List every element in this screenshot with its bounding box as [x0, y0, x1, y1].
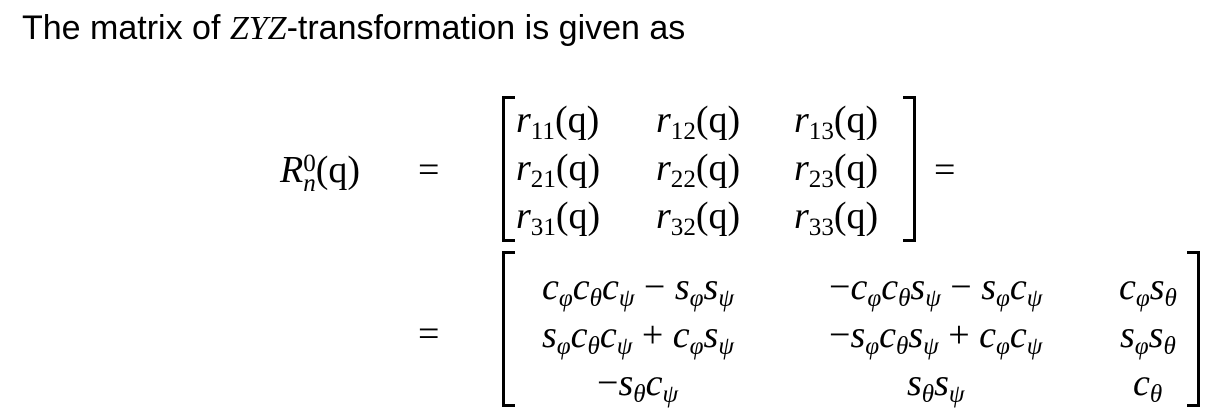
- equals-sign-2: =: [934, 149, 956, 191]
- zyz-matrix-entry: $-s_\varphi c_\theta s_\psi + c_\varphi c_\psi$: [829, 314, 1043, 361]
- zyz-matrix-row: [502, 311, 1200, 359]
- r-matrix-entry: $r_{11}(q)$: [516, 99, 600, 146]
- r-matrix-entry: $r_{22}(q)$: [656, 147, 741, 194]
- r-matrix-entry: $r_{31}(q)$: [516, 195, 601, 242]
- r-matrix: [502, 96, 916, 242]
- intro-math-zyz: ZYZ: [229, 10, 287, 47]
- r-matrix-entry: $r_{21}(q)$: [516, 147, 601, 194]
- zyz-matrix-entry: $s_\varphi c_\theta c_\psi + c_\varphi s_\psi$: [542, 314, 734, 361]
- r-matrix-left-bracket: [502, 96, 515, 242]
- r-matrix-entry: $r_{13}(q)$: [794, 99, 879, 146]
- lhs-base: R: [280, 149, 304, 191]
- lhs-subscript: n: [303, 169, 316, 197]
- intro-text-after: -transformation is given as: [286, 9, 686, 47]
- intro-text-before: The matrix of: [22, 9, 230, 47]
- zyz-matrix-entry: $c_\theta$: [1133, 362, 1163, 409]
- lhs-supsub: [303, 150, 316, 197]
- zyz-matrix-row: [502, 263, 1200, 311]
- zyz-matrix-entry: $c_\varphi s_\theta$: [1119, 266, 1177, 313]
- lhs-superscript: 0: [303, 150, 316, 178]
- zyz-matrix: [502, 251, 1200, 407]
- zyz-matrix-entry: $s_\varphi s_\theta$: [1120, 314, 1176, 361]
- r-matrix-right-bracket: [903, 96, 916, 242]
- r-matrix-entry: $r_{12}(q)$: [656, 99, 741, 146]
- r-matrix-entry: $r_{33}(q)$: [794, 195, 879, 242]
- equals-sign-1: =: [418, 149, 440, 191]
- zyz-matrix-entry: $c_\varphi c_\theta c_\psi - s_\varphi s_\psi$: [542, 266, 734, 313]
- lhs-argument: (q): [315, 149, 361, 191]
- zyz-matrix-entry: $s_\theta s_\psi$: [907, 362, 965, 409]
- intro-sentence: [22, 6, 685, 51]
- r-matrix-entry: $r_{23}(q)$: [794, 147, 879, 194]
- r-matrix-entry: $r_{32}(q)$: [656, 195, 741, 242]
- zyz-matrix-row: [502, 359, 1200, 407]
- equation-lhs: [280, 146, 361, 197]
- equals-sign-3: =: [418, 313, 440, 355]
- zyz-matrix-entry: $-c_\varphi c_\theta s_\psi - s_\varphi c_\psi$: [829, 266, 1043, 313]
- zyz-matrix-entry: $-s_\theta c_\psi$: [597, 362, 679, 409]
